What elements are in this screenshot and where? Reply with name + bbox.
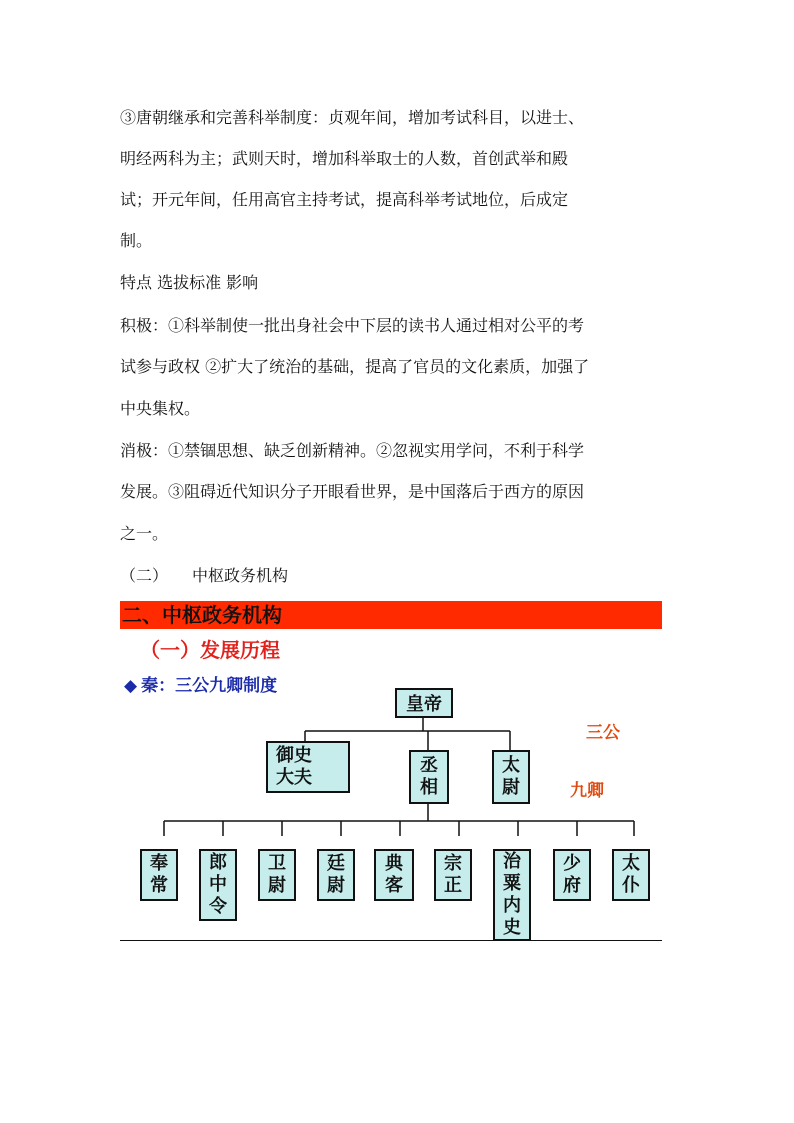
slide-banner: 二、中枢政务机构 [120,601,662,629]
qing-box-weiwei [258,849,296,901]
qing-box-text: 常 [150,875,168,896]
paragraph-tang-line-3: 试；开元年间，任用高官主持考试，提高科举考试地位，后成定 [120,190,569,209]
qin-label: 秦：三公九卿制度 [141,676,278,696]
paragraph-positive-line-2: 试参与政权 ②扩大了统治的基础，提高了官员的文化素质，加强了 [120,357,590,376]
diamond-bullet-icon: ◆ [124,676,138,696]
qing-box-text: 郎 [209,852,227,873]
gong-box-censor [266,741,350,793]
qing-box-text: 府 [563,875,581,896]
paragraph-tang-line-2: 明经两科为主；武则天时，增加科举取士的人数，首创武举和殿 [120,149,569,168]
qing-box-langzhongling [199,849,237,921]
emperor-box: 皇帝 [395,688,453,718]
gong-box-text: 尉 [502,777,520,798]
paragraph-negative-line-3: 之一。 [120,524,169,543]
paragraph-tang-line-4: 制。 [120,231,153,250]
qing-box-text: 粟 [503,873,521,894]
qing-box-shaofu [553,849,591,901]
slide-subhead: （一）发展历程 [140,638,280,662]
qing-box-text: 内 [503,895,521,916]
qing-box-text: 少 [563,853,581,874]
qing-box-text: 尉 [268,875,286,896]
gong-box-taiwei [492,750,530,804]
paragraph-positive-line-1: 积极：①科举制使一批出身社会中下层的读书人通过相对公平的考 [120,316,585,335]
qing-box-text: 中 [209,874,227,895]
section-heading-central-government: （二） 中枢政务机构 [120,566,289,585]
qing-box-text: 宗 [444,853,462,874]
slide-bottom-rule [120,940,662,941]
qing-box-text: 奉 [150,853,168,874]
gong-box-text: 大夫 [276,767,312,788]
san-gong-label: 三公 [586,723,620,743]
qing-box-text: 廷 [327,853,345,874]
paragraph-negative-line-2: 发展。③阻碍近代知识分子开眼看世界，是中国落后于西方的原因 [120,482,585,501]
paragraph-features: 特点 选拔标准 影响 [120,273,259,292]
qing-box-text: 太 [622,853,640,874]
paragraph-tang-line-1: ③唐朝继承和完善科举制度：贞观年间，增加考试科目，以进士、 [120,108,585,127]
qing-box-fengchang [140,849,178,901]
qing-box-taipu [612,849,650,901]
qing-box-text: 典 [385,853,403,874]
jiu-qing-label: 九卿 [570,781,604,801]
gong-box-text: 太 [502,755,520,776]
gong-box-text: 丞 [420,755,438,776]
paragraph-positive-line-3: 中央集权。 [120,399,201,418]
qing-box-text: 治 [503,851,521,872]
qing-box-text: 仆 [622,875,640,896]
qing-box-text: 正 [444,875,462,896]
qing-box-dianke [374,849,414,901]
qing-box-text: 令 [209,896,227,917]
qing-box-zhisuneishi [493,849,531,941]
qing-box-text: 尉 [327,875,345,896]
qing-box-text: 卫 [268,853,286,874]
gong-box-text: 御史 [276,745,312,766]
qing-box-text: 史 [503,917,521,938]
qing-box-zongzheng [434,849,472,901]
gong-box-text: 相 [420,777,438,798]
qing-box-tingwei [317,849,355,901]
qing-box-text: 客 [385,875,403,896]
paragraph-negative-line-1: 消极：①禁锢思想、缺乏创新精神。②忽视实用学问，不利于科学 [120,441,585,460]
gong-box-chancellor [409,750,449,804]
